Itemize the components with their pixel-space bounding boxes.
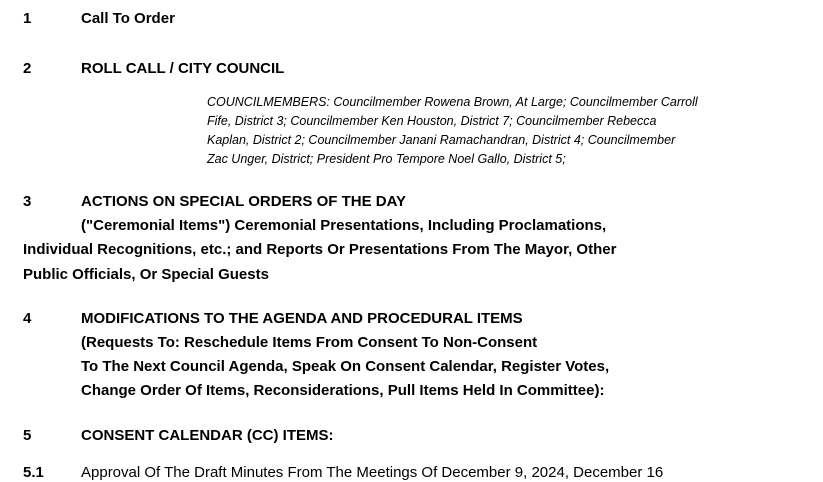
roll-call-line: Kaplan, District 2; Councilmember Janani Ramachandran, District 4; Councilmember [207, 133, 676, 147]
agenda-item-detail-line: Individual Recognitions, etc.; and Reports Or Presentations From The Mayor, Other [23, 241, 617, 258]
agenda-item-title: MODIFICATIONS TO THE AGENDA AND PROCEDURAL ITEMS [81, 310, 523, 327]
agenda-item-detail-line: Change Order Of Items, Reconsiderations, Pull Items Held In Committee): [81, 382, 605, 399]
agenda-item-detail-line: To The Next Council Agenda, Speak On Consent Calendar, Register Votes, [81, 358, 610, 375]
agenda-item-number: 3 [23, 193, 32, 210]
agenda-item-number: 4 [23, 310, 32, 327]
agenda-item-title: ROLL CALL / CITY COUNCIL [81, 60, 285, 77]
agenda-item-title: CONSENT CALENDAR (CC) ITEMS: [81, 427, 334, 444]
roll-call-line: Zac Unger, District; President Pro Tempore Noel Gallo, District 5; [207, 152, 566, 166]
agenda-item-detail-line: Public Officials, Or Special Guests [23, 266, 269, 283]
agenda-item-number: 5.1 [23, 464, 44, 481]
roll-call-line: COUNCILMEMBERS: Councilmember Rowena Brown, At Large; Councilmember Carroll [207, 95, 698, 109]
agenda-item-number: 2 [23, 60, 32, 77]
agenda-item-detail-line: (Requests To: Reschedule Items From Consent To Non-Consent [81, 334, 538, 351]
agenda-item-number: 1 [23, 10, 32, 27]
agenda-item-number: 5 [23, 427, 32, 444]
roll-call-line: Fife, District 3; Councilmember Ken Houston, District 7; Councilmember Rebecca [207, 114, 657, 128]
agenda-item-title: Call To Order [81, 10, 175, 27]
agenda-item-title: ACTIONS ON SPECIAL ORDERS OF THE DAY [81, 193, 407, 210]
agenda-item-title: Approval Of The Draft Minutes From The Meetings Of December 9, 2024, December 16 [81, 464, 664, 481]
agenda-item-detail-line: ("Ceremonial Items") Ceremonial Presentations, Including Proclamations, [81, 217, 607, 234]
